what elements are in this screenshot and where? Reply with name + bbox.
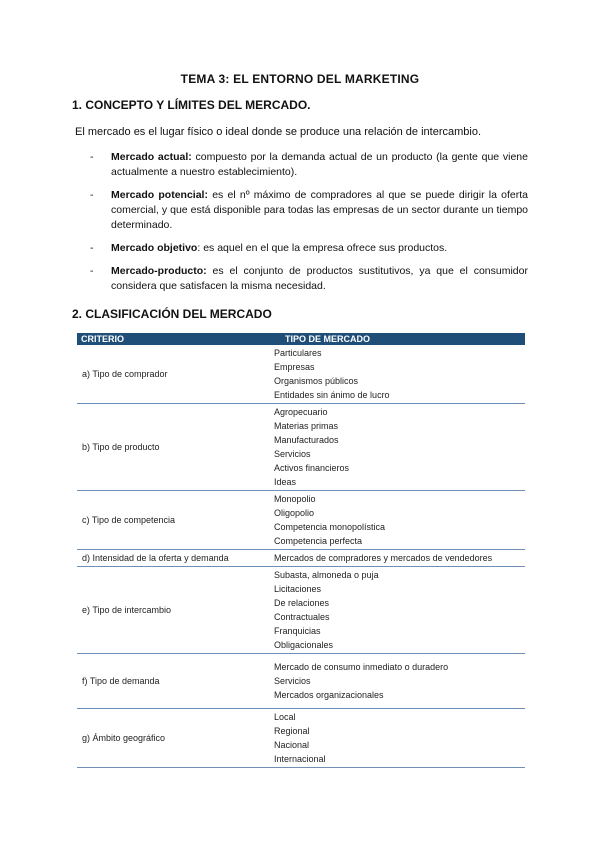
table-header-row (77, 333, 525, 345)
tipo-cell (270, 404, 525, 491)
bullet-dash: - (90, 151, 94, 163)
classification-table (77, 333, 525, 768)
tipo-item: Entidades sin ánimo de lucro (274, 390, 390, 400)
criterio-cell: a) Tipo de comprador (82, 369, 168, 379)
bullet-definition: es el conjunto de productos sustitutivos, ya que el consumidor considera que satisfacen la misma necesidad. (111, 265, 528, 292)
table-row (77, 654, 525, 709)
tipo-item: Licitaciones (274, 584, 322, 594)
column-header-criterio: CRITERIO (77, 333, 270, 345)
bullet-text (111, 264, 528, 294)
list-item (90, 150, 528, 180)
bullet-definition: es el nº máximo de compradores al que se puede dirigir la oferta comercial, y que está disponible para todas las empresas de un sector durante un tiempo determinado. (111, 189, 529, 231)
tipo-item: Organismos públicos (274, 376, 359, 386)
list-item (90, 264, 528, 294)
table-row (77, 345, 525, 404)
criterio-cell: c) Tipo de competencia (77, 491, 270, 550)
tipo-item: Oligopolio (274, 508, 315, 518)
tipo-item: Subasta, almoneda o puja (274, 570, 379, 580)
tipo-item: Servicios (274, 676, 311, 686)
section-heading-concepto: 1. CONCEPTO Y LÍMITES DEL MERCADO. (72, 98, 311, 112)
table-row (77, 404, 525, 491)
tipo-cell (270, 567, 525, 654)
tipo-item: Franquicias (274, 626, 321, 636)
list-item (90, 241, 528, 256)
bullet-term: Mercado objetivo (111, 242, 198, 254)
tipo-item: Activos financieros (274, 463, 350, 473)
criterio-cell: e) Tipo de intercambio (77, 567, 270, 654)
tipo-item: Competencia perfecta (274, 536, 363, 546)
definition-list (90, 150, 528, 302)
tipo-item: Competencia monopolística (274, 522, 386, 532)
bullet-text (111, 188, 528, 233)
bullet-term: Mercado-producto: (111, 265, 207, 277)
tipo-item: Servicios (274, 449, 311, 459)
document-title: TEMA 3: EL ENTORNO DEL MARKETING (180, 72, 420, 86)
list-item (90, 188, 528, 233)
bullet-term: Mercado potencial: (111, 189, 208, 201)
criterio-cell: d) Intensidad de la oferta y demanda (77, 550, 270, 567)
bullet-term: Mercado actual: (111, 151, 192, 163)
tipo-item: Manufacturados (274, 435, 339, 445)
tipo-item: Nacional (274, 740, 310, 750)
tipo-item: Contractuales (274, 612, 330, 622)
tipo-item: Agropecuario (274, 407, 328, 417)
table-row (77, 567, 525, 654)
tipo-item: Materias primas (274, 421, 339, 431)
tipo-cell (270, 654, 525, 709)
tipo-cell (270, 345, 525, 404)
table-row (77, 491, 525, 550)
column-header-tipo: TIPO DE MERCADO (270, 333, 525, 345)
tipo-item: Ideas (274, 477, 297, 487)
table-row (77, 709, 525, 768)
criterio-cell: f) Tipo de demanda (77, 654, 270, 709)
tipo-cell (270, 491, 525, 550)
tipo-item: Particulares (274, 348, 322, 358)
tipo-item: Mercado de consumo inmediato o duradero (274, 662, 449, 672)
tipo-item: Internacional (274, 754, 326, 764)
section-heading-clasificacion: 2. CLASIFICACIÓN DEL MERCADO (72, 307, 272, 321)
criterio-cell: b) Tipo de producto (77, 404, 270, 491)
bullet-dash: - (90, 265, 94, 277)
tipo-item: Obligacionales (274, 640, 334, 650)
table-body (77, 345, 525, 768)
tipo-item: Monopolio (274, 494, 316, 504)
bullet-dash: - (90, 189, 94, 201)
tipo-item: Mercados de compradores y mercados de vendedores (274, 553, 493, 563)
tipo-item: Local (274, 712, 296, 722)
tipo-item: Empresas (274, 362, 315, 372)
criterio-cell: g) Ámbito geográfico (77, 709, 270, 768)
tipo-item: Regional (274, 726, 310, 736)
tipo-item: De relaciones (274, 598, 330, 608)
intro-paragraph: El mercado es el lugar físico o ideal donde se produce una relación de intercambio. (75, 126, 482, 138)
bullet-text (111, 241, 447, 256)
tipo-item: Mercados organizacionales (274, 690, 384, 700)
tipo-cell (270, 550, 525, 567)
bullet-dash: - (90, 242, 94, 254)
bullet-text (111, 150, 528, 180)
bullet-definition: : es aquel en el que la empresa ofrece sus productos. (197, 242, 448, 254)
table-row (77, 550, 525, 567)
tipo-cell (270, 709, 525, 768)
bullet-definition: compuesto por la demanda actual de un producto (la gente que viene actualmente a nuestro establecimiento). (111, 151, 528, 178)
